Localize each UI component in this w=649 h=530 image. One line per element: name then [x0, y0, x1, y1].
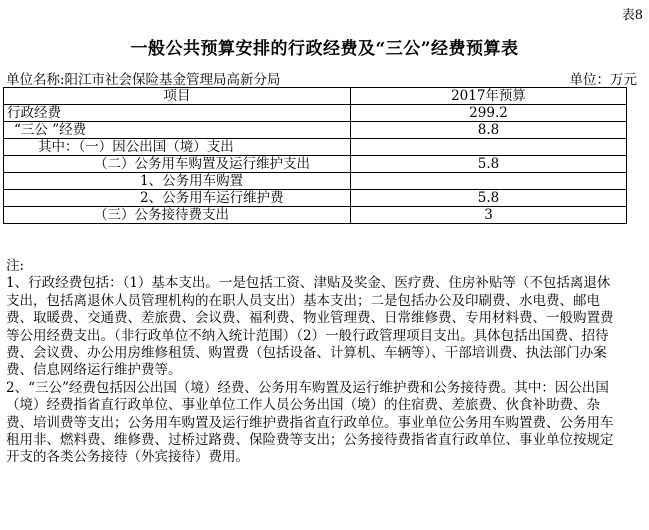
table-row — [4, 105, 627, 122]
budget-table — [3, 87, 627, 224]
unit-info-row — [6, 68, 637, 88]
notes-heading: 注: — [6, 258, 25, 274]
note-paragraph-2: 2、“三公”经费包括因公出国（境）经费、公务用车购置及运行维护费和公务接待费。其中：因公出国（境）经费指省直行政单位、事业单位工作人员公务出国（境）的住宿费、差旅费、伙食补助费、杂费、培训费等支出；公务用车购置及运行维护费指省直行政单位。事业单位公务用车购置费、公务用车租用非、燃料费、维修费、过桥过路费、保险费等支出；公务接待费指省直行政单位、事业单位按规定开支的各类公务接待（外宾接待）费用。 — [6, 379, 614, 466]
header-item: 项目 — [4, 88, 351, 105]
row-value: 3 — [351, 207, 627, 224]
row-value: 8.8 — [351, 122, 627, 139]
row-label: “三公 ”经费 — [4, 122, 351, 139]
row-value: 5.8 — [351, 156, 627, 173]
unit-name: 单位名称:阳江市社会保险基金管理局高新分局 — [6, 72, 281, 88]
row-label: （二）公务用车购置及运行维护支出 — [4, 156, 351, 173]
row-label: 2、公务用车运行维护费 — [4, 190, 351, 207]
row-value: 299.2 — [351, 105, 627, 122]
table-row — [4, 173, 627, 190]
table-row — [4, 139, 627, 156]
table-header-row — [4, 88, 627, 105]
row-label: 1、公务用车购置 — [4, 173, 351, 190]
currency-unit: 单位：万元 — [569, 72, 637, 88]
note-paragraph-1: 1、行政经费包括：（1）基本支出。一是包括工资、津贴及奖金、医疗费、住房补贴等（不包括离退休支出，包括离退休人员管理机构的在职人员支出）基本支出；二是包括办公及印刷费、水电费、邮电费、取暖费、交通费、差旅费、会议费、福利费、物业管理费、日常维修费、专用材料费、一般购置费等公用经费支出。（非行政单位不纳入统计范围）（2）一般行政管理项目支出。具体包括出国费、招待费、会议费、办公用房维修租赁、购置费（包括设备、计算机、车辆等）、干部培训费、执法部门办案费、信息网络运行维护费等。 — [6, 275, 614, 379]
table-row — [4, 122, 627, 139]
table-row — [4, 207, 627, 224]
row-value: 5.8 — [351, 190, 627, 207]
table-number-label: 表8 — [621, 8, 643, 23]
row-label: 行政经费 — [4, 105, 351, 122]
row-label: 其中：（一）因公出国（境）支出 — [4, 139, 351, 156]
page-title: 一般公共预算安排的行政经费及“三公”经费预算表 — [130, 39, 519, 59]
header-budget: 2017年预算 — [351, 88, 627, 105]
row-value — [351, 173, 627, 190]
table-row — [4, 156, 627, 173]
row-label: （三）公务接待费支出 — [4, 207, 351, 224]
row-value — [351, 139, 627, 156]
notes-section — [6, 258, 622, 467]
table-row — [4, 190, 627, 207]
